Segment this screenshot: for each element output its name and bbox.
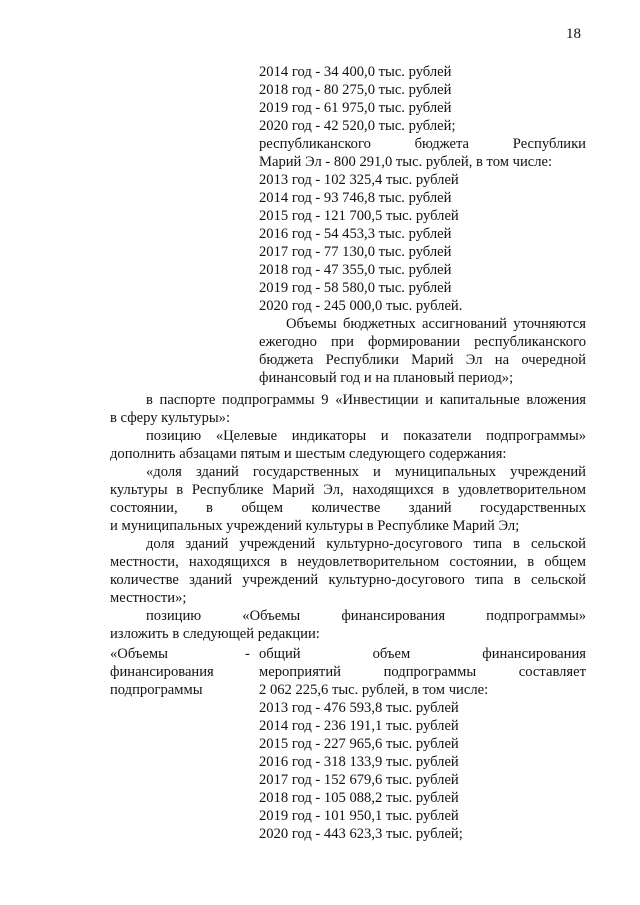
funding-line: 2018 год - 80 275,0 тыс. рублей: [259, 82, 452, 98]
table-year-line: 2017 год - 152 679,6 тыс. рублей: [259, 772, 459, 788]
year-line: 2018 год - 47 355,0 тыс. рублей: [259, 262, 452, 278]
paragraph-line: позицию «Целевые индикаторы и показатели подпрограммы»: [146, 428, 586, 444]
note-line: Объемы бюджетных ассигнований уточняются: [286, 316, 586, 332]
table-value-line: 2 062 225,6 тыс. рублей, в том числе:: [259, 682, 489, 698]
word: Республики: [512, 136, 586, 152]
paragraph-line: «доля зданий государственных и муниципальных учреждений: [146, 464, 586, 480]
paragraph-line: состоянии, в общем количестве зданий государственных: [110, 500, 586, 516]
note-line: ежегодно при формировании республиканского: [259, 334, 586, 350]
table-year-line: 2013 год - 476 593,8 тыс. рублей: [259, 700, 459, 716]
table-label-line: «Объемы: [110, 646, 168, 662]
table-value-line: общий объем финансирования: [259, 646, 586, 662]
paragraph-line: культуры в Республике Марий Эл, находящихся в удовлетворительном: [110, 482, 586, 498]
year-line: 2014 год - 93 746,8 тыс. рублей: [259, 190, 452, 206]
paragraph-line: в сферу культуры»:: [110, 410, 231, 426]
republican-budget-total: Марий Эл - 800 291,0 тыс. рублей, в том числе:: [259, 154, 553, 170]
funding-line: 2020 год - 42 520,0 тыс. рублей;: [259, 118, 456, 134]
paragraph-line: в паспорте подпрограммы 9 «Инвестиции и капитальные вложения: [146, 392, 586, 408]
paragraph-line: местности, находящихся в неудовлетворительном состоянии, в общем: [110, 554, 586, 570]
year-line: 2013 год - 102 325,4 тыс. рублей: [259, 172, 459, 188]
table-year-line: 2019 год - 101 950,1 тыс. рублей: [259, 808, 459, 824]
paragraph-line: местности»;: [110, 590, 187, 606]
table-year-line: 2018 год - 105 088,2 тыс. рублей: [259, 790, 459, 806]
year-line: 2015 год - 121 700,5 тыс. рублей: [259, 208, 459, 224]
paragraph-line: доля зданий учреждений культурно-досугового типа в сельской: [146, 536, 586, 552]
word: бюджета: [414, 136, 470, 152]
note-line: финансовый год и на плановый период»;: [259, 370, 514, 386]
word: республиканского: [259, 136, 371, 152]
note-line: бюджета Республики Марий Эл на очередной: [259, 352, 586, 368]
paragraph-line: дополнить абзацами пятым и шестым следующего содержания:: [110, 446, 507, 462]
year-line: 2016 год - 54 453,3 тыс. рублей: [259, 226, 452, 242]
republican-budget-line: [259, 136, 586, 153]
table-year-line: 2020 год - 443 623,3 тыс. рублей;: [259, 826, 463, 842]
table-dash: -: [245, 646, 250, 662]
paragraph-line: количестве зданий учреждений культурно-досугового типа в сельской: [110, 572, 586, 588]
funding-line: 2019 год - 61 975,0 тыс. рублей: [259, 100, 452, 116]
paragraph-line: позицию «Объемы финансирования подпрограммы»: [146, 608, 586, 624]
table-year-line: 2016 год - 318 133,9 тыс. рублей: [259, 754, 459, 770]
table-year-line: 2015 год - 227 965,6 тыс. рублей: [259, 736, 459, 752]
table-value-line: мероприятий подпрограммы составляет: [259, 664, 586, 680]
table-year-line: 2014 год - 236 191,1 тыс. рублей: [259, 718, 459, 734]
year-line: 2020 год - 245 000,0 тыс. рублей.: [259, 298, 463, 314]
year-line: 2019 год - 58 580,0 тыс. рублей: [259, 280, 452, 296]
table-label-line: подпрограммы: [110, 682, 203, 698]
paragraph-line: и муниципальных учреждений культуры в Республике Марий Эл;: [110, 518, 520, 534]
table-label-line: финансирования: [110, 664, 214, 680]
paragraph-line: изложить в следующей редакции:: [110, 626, 320, 642]
funding-line: 2014 год - 34 400,0 тыс. рублей: [259, 64, 452, 80]
page-number: 18: [566, 26, 581, 42]
year-line: 2017 год - 77 130,0 тыс. рублей: [259, 244, 452, 260]
